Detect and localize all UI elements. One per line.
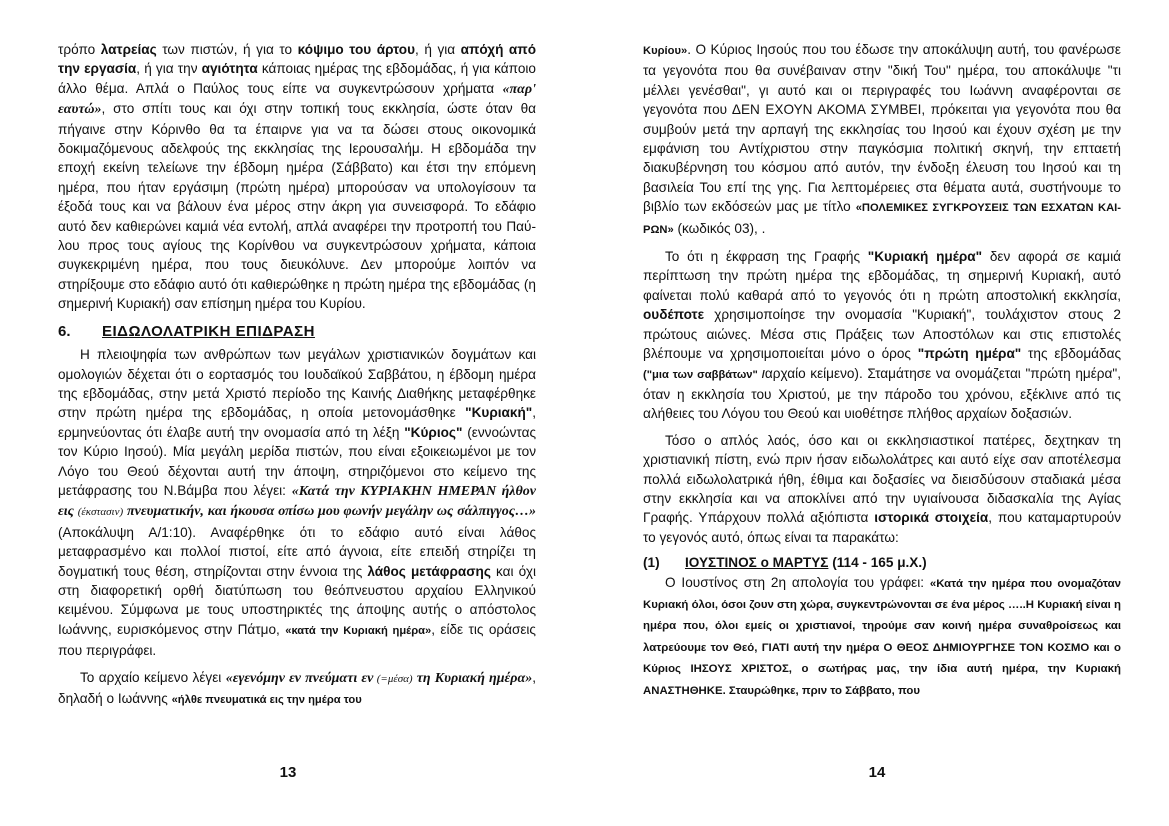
right-page [643, 40, 1121, 701]
section-heading [58, 322, 536, 341]
page-number-left: 13 [279, 764, 297, 781]
right-paragraph-1: Κυρίου». Ο Κύριος Ιησούς που του έδωσε την αποκάλυψη αυτή, του φανέρωσε τα γεγονότα που θα συνέβαιναν στην "δική Του" ημέρα, του αποκάλυψε "τι μέλλει γενέσθαι", γι αυτό και οι περιγραφές του Ιωάννη αναφέρονται σε γεγονότα που ΔΕΝ ΕΧΟΥΝ ΑΚΟΜΑ ΣΥΜΒΕΙ, πρόκειται για γεγονότα που θα συμβούν μετά την αρπαγή της εκκλησίας του Ιησού και έχουν σχέση με την εμφάνιση του Αντίχριστου στην παγκόσμια πολιτική σκηνή, την επταετή διακυβέρνηση του κόσμου από αυτόν, την ένδοξη έλευση του Ιησού και τη βασιλεία Του επί της γης. Για λεπτομέρειες στα θέματα αυτά, συστήνουμε το βιβλίο των εκδόσεών μας με τίτλο «ΠΟΛΕΜΙΚΕΣ ΣΥΓΚΡΟΥΣΕΙΣ ΤΩΝ ΕΣΧΑΤΩΝ ΚΑΙΡΩΝ» (κωδικός 03), . [643, 42, 1121, 236]
section-title: ΕΙΔΩΛΟΛΑΤΡΙΚΗ ΕΠΙΔΡΑΣΗ [102, 322, 315, 340]
section-number: 6. [58, 322, 71, 340]
subsection-heading [643, 553, 1121, 572]
left-page [58, 40, 536, 710]
right-paragraph-4: Ο Ιουστίνος στη 2η απολογία του γράφει: «Κατά την ημέρα που ονομαζόταν Κυριακή όλοι, όσοι ζουν στη χώρα, συγκεντρώνονται σε ένα μέρος …..Η Κυριακή είναι η ημέρα που, όλοι εμείς οι χριστιανοί, τηρούμε σαν κοινή ημέρα συναθροίσεως και λατρεύουμε τον Θεό, ΓΙΑΤΙ αυτή την ημέρα Ο ΘΕΟΣ ΔΗΜΙΟΥΡΓΗΣΕ ΤΟΝ ΚΟΣΜΟ και ο Κύριος ΙΗΣΟΥΣ ΧΡΙΣΤΟΣ, ο σωτήρας μας, την ίδια αυτή ημέρα, την Κυριακή ΑΝΑΣΤΗΘΗΚΕ. Σταυρώθηκε, πριν το Σάββατο, που [643, 574, 1121, 697]
left-paragraph-3: Το αρχαίο κείμενο λέγει «εγενόμην εν πνεύματι εν (=μέσα) τη Κυριακή ημέρα», δηλαδή ο Ιωάννης «ήλθε πνευματικά εις την ημέρα του [58, 669, 536, 706]
page-number-right: 14 [868, 764, 886, 781]
left-paragraph-2: Η πλειοψηφία των ανθρώπων των μεγάλων χριστιανικών δογμάτων και ομολογιών δέχεται ότι ο εορτασμός του Ιουδαϊκού Σαββάτου, η έβδομη ημέρα της εβδομάδας, στην μετά Χριστό περίοδο της Καινής Διαθήκης μεταφέρθηκε στην πρώτη ημέρα της εβδομάδας, η οποία μετονομάσθηκε "Κυριακή", ερμηνεύοντας ότι έλαβε αυτή την ονομασία από τη λέξη "Κύριος" (εννοώντας τον Κύριο Ιησού). Μία μεγάλη μερίδα πιστών, που είναι εξοικειωμένοι με τον Λόγο του Θεού δέχονται αυτή την άποψη, στηριζόμενοι στο κείμενο της μετάφρασης του Ν.Βάμβα που λέγει: «Κατά την ΚΥΡΙΑΚΗΝ ΗΜΕΡΑΝ ήλθον εις (έκστασιν) πνευματικήν, και ήκουσα οπίσω μου φωνήν μεγάλην ως σάλπιγγος…» (Αποκάλυψη Α/1:10). Αναφέρθηκε ότι το εδάφιο αυτό είναι λάθος μεταφρασμένο και πολλοί πιστοί, είτε από άγνοια, είτε επειδή στηρίζει τη δογματική τους θέση, στηρίζονται στην έννοια της λάθος μετάφρασης και όχι στη διαφορετική ορθή διατύπωση του θεόπνευστου αρχαίου Ελληνικού κειμένου. Σύμφωνα με τους υποστηρικτές της άποψης αυτής ο απόστολος Ιωάννης, ευρισκόμενος στην Πάτμο, «κατά την Κυριακή ημέρα», είδε τις οράσεις που περιγράφει. [58, 347, 537, 659]
subsection-dates: (114 - 165 μ.Χ.) [828, 555, 927, 571]
right-paragraph-2: Το ότι η έκφραση της Γραφής "Κυριακή ημέρα" δεν αφορά σε καμιά περίπτωση την πρώτη ημέρα της εβδομάδας, τη σημερινή Κυριακή, αυτό φαίνεται πολύ καθαρά από το γεγονός ότι η πρώτη αποστολική εκκλησία, ουδέποτε χρησιμοποίησε την ονομασία "Κυριακή", τουλάχιστον στους 2 πρώτους αιώνες. Μέσα στις Πράξεις των Αποστόλων και στις επιστολές βλέπουμε να χρησιμοποιείται μόνο ο όρος "πρώτη ημέρα" της εβδομάδας ("μια των σαββάτων" /αρχαίο κείμενο). Σταμάτησε να ονομάζεται "πρώτη ημέρα", όταν η εκκλησία του Χριστού, με την πάροδο του χρόνου, εξέκλινε από τις αλήθειες του Λόγου του Θεού και υιοθέτησε πλήθος αρχαίων δοξασιών. [643, 249, 1121, 422]
right-paragraph-3: Τόσο ο απλός λαός, όσο και οι εκκλησιαστικοί πατέρες, δεχτηκαν τη χριστιανική πίστη, ενώ πριν ήσαν ειδωλολάτρες και αυτό είχε σαν αποτέλεσμα πολλά ειδωλολατρικά ήθη, έθιμα και δοξασίες να διεισδύσουν σταδιακά μέσα στην εκκλησία και να αποκλίνει από την υγιαίνουσα διδασκαλία της Αγίας Γραφής. Υπάρχουν πολλά αξιόπιστα ιστορικά στοιχεία, που καταμαρτυρούν το γεγονός αυτό, όπως είναι τα παρακάτω: [643, 432, 1121, 545]
left-paragraph-1: τρόπο λατρείας των πιστών, ή για το κόψιμο του άρτου, ή για απόχή από την εργασία, ή για την αγιότητα κάποιας ημέρας της εβδομάδας, ή για κάποιο άλλο θέμα. Απλά ο Παύλος τους είπε να συγκεντρώσουν χρήματα «παρ' εαυτώ», στο σπίτι τους και όχι στην τοπική τους εκκλησία, ώστε όταν θα πήγαινε στην Κόρινθο θα τα έπαιρνε για να τα δώσει στους οικονομικά δοκιμαζόμενους αδελφούς της εκκλησίας της Ιερουσαλήμ. Η εβδομάδα την εποχή εκείνη τελείωνε την έβδομη ημέρα (Σάββατο) και έτσι την επόμενη ημέρα, που ήταν εργάσιμη (πρώτη ημέρα) μπορούσαν να υπολογίσουν τα έξοδά τους και να βάλουν ένα μέρος στην άκρη για συνεισφορά. Το εδάφιο αυτό δεν καθιερώνει καμιά νέα εντολή, απλά αναφέρει την προτροπή του Παύλου προς τους αγίους της Κορίνθου να συγκεντρώσουν χρήματα, κάποια συγκεκριμένη ημέρα, που τους διευκόλυνε. Δεν μπορούμε λοιπόν να στηρίξουμε στο εδάφιο αυτό ότι καθιερώθηκε η πρώτη ημέρα της εβδομάδας (η σημερινή Κυριακή) σαν επίσημη ημέρα του Κυρίου. [58, 42, 536, 312]
subsection-name: ΙΟΥΣΤΙΝΟΣ ο ΜΑΡΤΥΣ [685, 555, 829, 571]
subsection-number: (1) [643, 555, 660, 571]
